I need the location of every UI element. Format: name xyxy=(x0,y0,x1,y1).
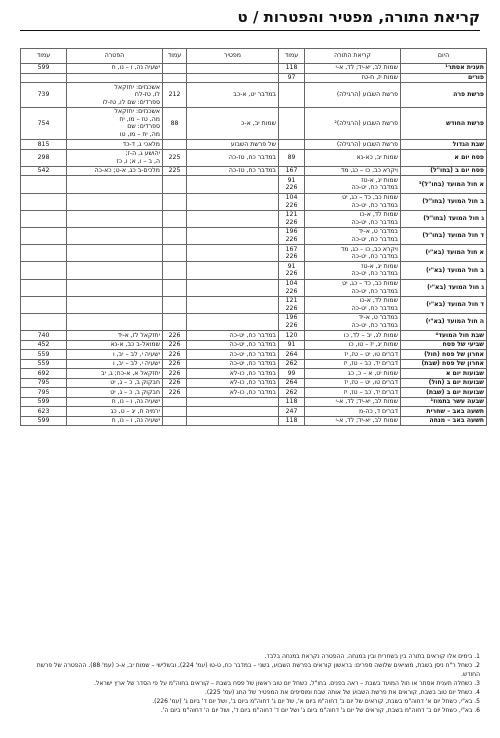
torah-page-cell: 264 xyxy=(279,378,305,388)
maftir-page-cell: 88 xyxy=(163,107,187,139)
table-row xyxy=(21,210,487,227)
maftir-cell: במדבר כח, טז-כה xyxy=(187,149,279,166)
maftir-page-cell xyxy=(163,296,187,313)
haftarah-cell: ישעיה י, לב – יב, ו xyxy=(67,350,163,360)
maftir-page-cell xyxy=(163,227,187,244)
torah-page-cell: 262 xyxy=(279,388,305,398)
maftir-cell: במדבר כח, כו-לא xyxy=(187,378,279,388)
day-cell: פרשת פרה xyxy=(401,83,487,108)
torah-reading-cell: דברים טו, יט – טז, יז xyxy=(305,378,401,388)
page-title: קריאת התורה, מפטיר והפטרות / ט xyxy=(237,8,480,26)
torah-reading-cell: דברים ד, כה-מ xyxy=(305,407,401,417)
haftarah-cell: שמואל-ב כב, א-נא xyxy=(67,340,163,350)
torah-reading-cell: פרשת השבוע (הרגילה)² xyxy=(305,107,401,139)
torah-reading-cell: ויקרא כב, כו – כג, מד במדבר כח, יט-כה xyxy=(305,245,401,262)
maftir-page-cell xyxy=(163,193,187,210)
table-row xyxy=(21,378,487,388)
haftarah-cell xyxy=(67,73,163,83)
haftarah-page-cell: 739 xyxy=(21,83,67,108)
maftir-cell: במדבר כח, יט-כה xyxy=(187,350,279,360)
footnote: 5. בא"י, כשחל יום א' דחוה"מ בשבת, קוראים של יום ב' דחוה"מ ביום א', של יום ג' דחוה"מ ביום ב', ושל יום ד' ביום ג' (עמ' 226). xyxy=(152,698,480,705)
haftarah-cell: ישעיה נה, ו – נו, ח xyxy=(67,64,163,74)
day-cell: ה חול המועד (בא"י) xyxy=(401,313,487,330)
day-cell: ב חול המועד (בחו"ל) xyxy=(401,193,487,210)
torah-reading-cell: במדבר ט, א-יד במדבר כח, יט-כה xyxy=(305,227,401,244)
maftir-cell xyxy=(187,73,279,83)
haftarah-page-cell xyxy=(21,193,67,210)
torah-reading-cell: שמות יג, יז – טו, כו xyxy=(305,340,401,350)
haftarah-page-cell: 452 xyxy=(21,340,67,350)
footnote: 2. כשחל ר"ח ניסן בשבת, מוציאים שלושה ספרים: בראשון קוראים בפרשת השבוע, בשני – במדבר כח, ט-טו (עמ' 224), ובשלישי – שמות יב, א-כ (עמ' 88). ההפטרה של פרשת החודש. xyxy=(36,662,480,678)
torah-reading-cell: שמות יג, א-טז במדבר כח, יט-כה xyxy=(305,262,401,279)
column-header-torah-reading: קריאת התורה xyxy=(305,49,401,64)
table-row xyxy=(21,140,487,150)
torah-reading-cell: שמות יג, א-טז במדבר כח, יט-כה xyxy=(305,176,401,193)
haftarah-cell: יחזקאל לז, א-יד xyxy=(67,331,163,341)
torah-reading-cell: פרשת השבוע (הרגילה) xyxy=(305,83,401,108)
maftir-cell: שמות יב, א-כ xyxy=(187,107,279,139)
day-cell: פסח יום ב (בחו"ל) xyxy=(401,166,487,176)
maftir-cell xyxy=(187,245,279,262)
haftarah-cell xyxy=(67,296,163,313)
torah-reading-cell: פרשת השבוע (הרגילה) xyxy=(305,140,401,150)
haftarah-cell xyxy=(67,262,163,279)
column-header-page: עמוד xyxy=(163,49,187,64)
table-row xyxy=(21,73,487,83)
maftir-page-cell: 226 xyxy=(163,359,187,369)
footnotes xyxy=(20,652,480,715)
haftarah-page-cell: 795 xyxy=(21,388,67,398)
maftir-page-cell: 212 xyxy=(163,83,187,108)
torah-reading-cell: שמות לג, יב – לד, כו xyxy=(305,331,401,341)
haftarah-cell: מלכים-ב כג, א-ט; כא-כה xyxy=(67,166,163,176)
haftarah-page-cell: 559 xyxy=(21,350,67,360)
readings-table xyxy=(20,48,487,426)
table-row xyxy=(21,388,487,398)
footnote: 4. כשחל יום טוב בשבת, קוראים את פרשת השבוע של אותה שבת ומוסיפים את המפטיר של החג (עמ' 225). xyxy=(204,689,480,696)
day-cell: שביעי של פסח xyxy=(401,340,487,350)
maftir-cell xyxy=(187,296,279,313)
haftarah-cell: ישעיה נה, ו – נו, ח xyxy=(67,416,163,426)
torah-reading-cell: דברים יד, כב – טז, יז xyxy=(305,359,401,369)
maftir-cell xyxy=(187,279,279,296)
maftir-page-cell xyxy=(163,416,187,426)
haftarah-page-cell: 559 xyxy=(21,359,67,369)
maftir-cell: של פרשת השבוע xyxy=(187,140,279,150)
day-cell: שבועות יום ב (שבת) xyxy=(401,388,487,398)
day-cell: תשעה באב – שחרית xyxy=(401,407,487,417)
maftir-page-cell: 225 xyxy=(163,149,187,166)
maftir-cell xyxy=(187,397,279,407)
maftir-cell xyxy=(187,407,279,417)
haftarah-cell: יחזקאל א, א-כח; ג, יב xyxy=(67,369,163,379)
maftir-cell xyxy=(187,193,279,210)
haftarah-page-cell: 815 xyxy=(21,140,67,150)
maftir-page-cell: 226 xyxy=(163,340,187,350)
torah-page-cell: 118 xyxy=(279,416,305,426)
footnote: 1. בימים אלו קוראים בתורה בין בשחרית ובין במנחה. ההפטרה נקראת במנחה בלבד. xyxy=(264,653,480,660)
table-row xyxy=(21,107,487,139)
torah-page-cell xyxy=(279,107,305,139)
haftarah-cell: אשכנזים: יחזקאל מה, טז – מו, יח ספרדים: שם מה, יח – מו, טו xyxy=(67,107,163,139)
torah-page-cell: 104 226 xyxy=(279,279,305,296)
column-header-haftarah: הפטרה xyxy=(67,49,163,64)
maftir-page-cell: 226 xyxy=(163,350,187,360)
torah-page-cell: 91 226 xyxy=(279,176,305,193)
torah-reading-cell: דברים טו, יט – טז, יז xyxy=(305,350,401,360)
torah-reading-cell: שמות לב, יא-יד; לד, א-י xyxy=(305,416,401,426)
maftir-cell xyxy=(187,227,279,244)
day-cell: שבועות יום א xyxy=(401,369,487,379)
day-cell: שבת חול המועד⁴ xyxy=(401,331,487,341)
haftarah-cell: חבקוק ב, כ – ג, יט xyxy=(67,388,163,398)
torah-reading-cell: שמות כב, כד – כג, יט במדבר כח, יט-כה xyxy=(305,193,401,210)
torah-reading-cell: שמות לב, יא-יד; לד, א-י xyxy=(305,64,401,74)
maftir-page-cell xyxy=(163,245,187,262)
torah-page-cell: 121 226 xyxy=(279,296,305,313)
maftir-page-cell: 226 xyxy=(163,331,187,341)
day-cell: שבועות יום ב (חול) xyxy=(401,378,487,388)
maftir-page-cell: 225 xyxy=(163,166,187,176)
torah-page-cell: 264 xyxy=(279,350,305,360)
haftarah-cell xyxy=(67,176,163,193)
maftir-cell: במדבר כח, כו-לא xyxy=(187,369,279,379)
maftir-page-cell xyxy=(163,73,187,83)
haftarah-page-cell xyxy=(21,73,67,83)
torah-page-cell: 97 xyxy=(279,73,305,83)
torah-page-cell: 262 xyxy=(279,359,305,369)
haftarah-cell xyxy=(67,245,163,262)
torah-reading-cell: שמות יז, ח-טז xyxy=(305,73,401,83)
maftir-page-cell xyxy=(163,210,187,227)
haftarah-page-cell xyxy=(21,245,67,262)
torah-page-cell xyxy=(279,140,305,150)
haftarah-cell xyxy=(67,193,163,210)
torah-reading-cell: שמות יט, א – כ, כג xyxy=(305,369,401,379)
torah-page-cell: 120 xyxy=(279,331,305,341)
maftir-cell xyxy=(187,313,279,330)
day-cell: פסח יום א xyxy=(401,149,487,166)
day-cell: שבת הגדול xyxy=(401,140,487,150)
haftarah-cell xyxy=(67,279,163,296)
haftarah-page-cell xyxy=(21,279,67,296)
maftir-page-cell xyxy=(163,64,187,74)
maftir-page-cell: 226 xyxy=(163,378,187,388)
column-header-page: עמוד xyxy=(21,49,67,64)
haftarah-page-cell: 599 xyxy=(21,397,67,407)
haftarah-cell: ישעיה י, לב – יב, ו xyxy=(67,359,163,369)
maftir-cell: במדבר כח, יט-כה xyxy=(187,359,279,369)
maftir-page-cell xyxy=(163,262,187,279)
haftarah-cell xyxy=(67,210,163,227)
maftir-page-cell xyxy=(163,279,187,296)
maftir-cell xyxy=(187,176,279,193)
maftir-cell: במדבר כח, כו-לא xyxy=(187,388,279,398)
torah-page-cell: 104 226 xyxy=(279,193,305,210)
day-cell: שבעה עשר בתמוז¹ xyxy=(401,397,487,407)
maftir-cell xyxy=(187,210,279,227)
haftarah-page-cell: 298 xyxy=(21,149,67,166)
haftarah-cell: אשכנזים: יחזקאל לו, טז-לח ספרדים: שם לו, טז-לו xyxy=(67,83,163,108)
column-header-page: עמוד xyxy=(279,49,305,64)
torah-page-cell xyxy=(279,83,305,108)
torah-reading-cell: שמות כב, כד – כג, יט במדבר כח, יט-כה xyxy=(305,279,401,296)
haftarah-cell xyxy=(67,227,163,244)
haftarah-page-cell: 542 xyxy=(21,166,67,176)
torah-reading-cell: ויקרא כב, כו – כג, מד xyxy=(305,166,401,176)
torah-page-cell: 247 xyxy=(279,407,305,417)
maftir-page-cell xyxy=(163,397,187,407)
haftarah-page-cell: 623 xyxy=(21,407,67,417)
torah-page-cell: 91 226 xyxy=(279,262,305,279)
table-row xyxy=(21,166,487,176)
maftir-page-cell xyxy=(163,313,187,330)
haftarah-page-cell: 599 xyxy=(21,64,67,74)
haftarah-page-cell xyxy=(21,176,67,193)
haftarah-cell: יהושע ג, ה-ז; ה, ב – ו, א; ו, כז xyxy=(67,149,163,166)
maftir-page-cell xyxy=(163,407,187,417)
haftarah-page-cell xyxy=(21,210,67,227)
torah-page-cell: 91 xyxy=(279,340,305,350)
maftir-cell: במדבר כח, טז-כה xyxy=(187,166,279,176)
table-row xyxy=(21,83,487,108)
haftarah-page-cell: 692 xyxy=(21,369,67,379)
header-divider xyxy=(20,30,480,31)
torah-page-cell: 118 xyxy=(279,397,305,407)
day-cell: ד חול המועד (בא"י) xyxy=(401,296,487,313)
haftarah-page-cell xyxy=(21,296,67,313)
torah-page-cell: 196 226 xyxy=(279,313,305,330)
maftir-cell xyxy=(187,262,279,279)
footnote: 3. כשחלה תענית אסתר או חול המועד בשבת – ראה בפנים. בחו"ל, כשחל יום טוב ראשון של פסח בשבת – קוראים בחוה"מ על פי הסדר של ארץ ישראל. xyxy=(94,680,480,687)
table-row xyxy=(21,176,487,193)
day-cell: ד חול המועד (בחו"ל) xyxy=(401,227,487,244)
haftarah-cell: ישעיה נה, ו – נו, ח xyxy=(67,397,163,407)
column-header-maftir: מפטיר xyxy=(187,49,279,64)
haftarah-page-cell: 795 xyxy=(21,378,67,388)
haftarah-cell: ירמיה ח, יג – ט, כג xyxy=(67,407,163,417)
table-row xyxy=(21,245,487,262)
table-row xyxy=(21,407,487,417)
torah-reading-cell: דברים יד, כב – טז, יז xyxy=(305,388,401,398)
haftarah-cell xyxy=(67,313,163,330)
haftarah-cell: מלאכי ג, ד-כד xyxy=(67,140,163,150)
torah-reading-cell: במדבר ט, א-יד במדבר כח, יט-כה xyxy=(305,313,401,330)
torah-reading-cell: שמות יב, כא-נא xyxy=(305,149,401,166)
torah-page-cell: 89 xyxy=(279,149,305,166)
table-row xyxy=(21,227,487,244)
maftir-cell: במדבר יט, א-כב xyxy=(187,83,279,108)
table-body xyxy=(21,64,487,426)
torah-reading-cell: שמות לד, א-כו במדבר כח, יט-כה xyxy=(305,296,401,313)
table-row xyxy=(21,369,487,379)
table-row xyxy=(21,340,487,350)
haftarah-page-cell xyxy=(21,227,67,244)
column-header-day: היום xyxy=(401,49,487,64)
day-cell: תשעה באב – מנחה xyxy=(401,416,487,426)
haftarah-page-cell xyxy=(21,262,67,279)
torah-page-cell: 99 xyxy=(279,369,305,379)
day-cell: אחרון של פסח (חול) xyxy=(401,350,487,360)
table-row xyxy=(21,193,487,210)
maftir-page-cell: 226 xyxy=(163,369,187,379)
torah-reading-cell: שמות לד, א-כו במדבר כח, יט-כה xyxy=(305,210,401,227)
torah-reading-cell: שמות לב, יא-יד; לד, א-י xyxy=(305,397,401,407)
table-row xyxy=(21,262,487,279)
torah-page-cell: 121 226 xyxy=(279,210,305,227)
table-row xyxy=(21,359,487,369)
maftir-cell xyxy=(187,416,279,426)
torah-page-cell: 167 xyxy=(279,166,305,176)
torah-page-cell: 118 xyxy=(279,64,305,74)
table-header-row xyxy=(21,49,487,64)
maftir-cell: במדבר כח, יט-כה xyxy=(187,331,279,341)
table-row xyxy=(21,313,487,330)
maftir-page-cell: 226 xyxy=(163,388,187,398)
haftarah-cell: חבקוק ב, כ – ג, יט xyxy=(67,378,163,388)
footnote: 6. בא"י, כשחל יום ב' דחוה"מ בשבת, קוראים של יום ג' דחוה"מ ביום ג' ושל יום ד' דחוה"מ ביום ד', ושל יום ה' דחוה"מ ביום ה'. xyxy=(160,707,480,714)
table-row xyxy=(21,296,487,313)
torah-page-cell: 196 226 xyxy=(279,227,305,244)
day-cell: פורים xyxy=(401,73,487,83)
haftarah-page-cell: 754 xyxy=(21,107,67,139)
day-cell: א חול המועד (בא"י) xyxy=(401,245,487,262)
maftir-page-cell xyxy=(163,140,187,150)
maftir-page-cell xyxy=(163,176,187,193)
table-row xyxy=(21,350,487,360)
haftarah-page-cell xyxy=(21,313,67,330)
table-row xyxy=(21,397,487,407)
table-row xyxy=(21,64,487,74)
maftir-cell xyxy=(187,64,279,74)
day-cell: ג חול המועד (בחו"ל) xyxy=(401,210,487,227)
table-row xyxy=(21,331,487,341)
page-header xyxy=(20,6,480,30)
torah-page-cell: 167 226 xyxy=(279,245,305,262)
maftir-cell: במדבר כח, יט-כה xyxy=(187,340,279,350)
day-cell: תענית אסתר¹ xyxy=(401,64,487,74)
day-cell: ג חול המועד (בא"י) xyxy=(401,279,487,296)
haftarah-page-cell: 740 xyxy=(21,331,67,341)
day-cell: ב חול המועד (בא"י) xyxy=(401,262,487,279)
table-row xyxy=(21,149,487,166)
haftarah-page-cell: 599 xyxy=(21,416,67,426)
day-cell: א חול המועד (בחו"ל)³ xyxy=(401,176,487,193)
day-cell: פרשת החודש xyxy=(401,107,487,139)
day-cell: אחרון של פסח (שבת) xyxy=(401,359,487,369)
table-row xyxy=(21,416,487,426)
table-row xyxy=(21,279,487,296)
